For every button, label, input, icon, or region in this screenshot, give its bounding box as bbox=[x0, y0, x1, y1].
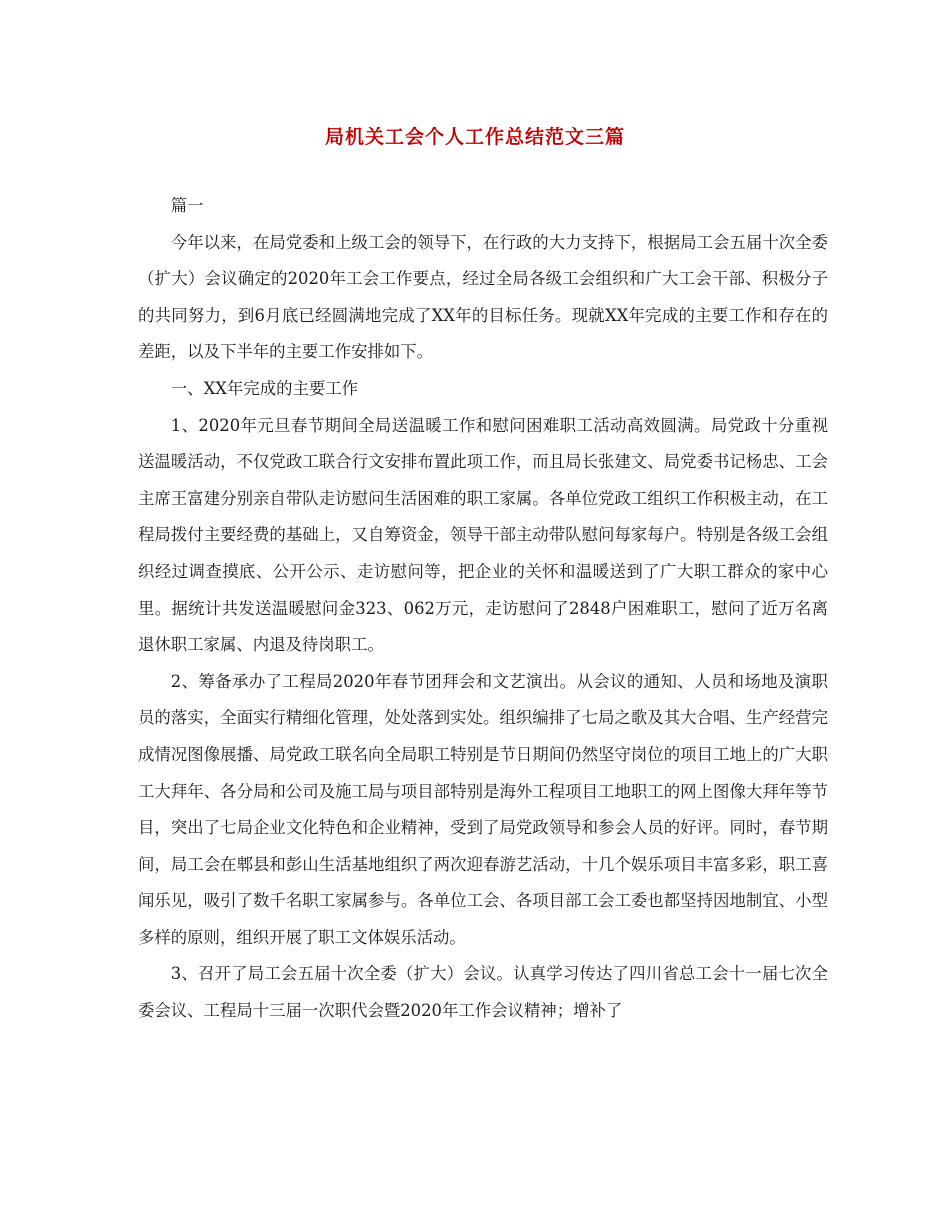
document-body bbox=[138, 188, 828, 1030]
paragraph: 今年以来，在局党委和上级工会的领导下，在行政的大力支持下，根据局工会五届十次全委（扩大）会议确定的2020年工会工作要点，经过全局各级工会组织和广大工会干部、积极分子的共同努力，到6月底已经圆满地完成了XX年的目标任务。现就XX年完成的主要工作和存在的差距，以及下半年的主要工作安排如下。 bbox=[138, 232, 828, 362]
paragraph: 1、2020年元旦春节期间全局送温暖工作和慰问困难职工活动高效圆满。局党政十分重视送温暖活动，不仅党政工联合行文安排布置此项工作，而且局长张建文、局党委书记杨忠、工会主席王富建分别亲自带队走访慰问生活困难的职工家属。各单位党政工组织工作积极主动，在工程局拨付主要经费的基础上，又自筹资金，领导干部主动带队慰问每家每户。特别是各级工会组织经过调查摸底、公开公示、走访慰问等，把企业的关怀和温暖送到了广大职工群众的家中心里。据统计共发送温暖慰问金323、062万元，走访慰问了2848户困难职工，慰问了近万名离退休职工家属、内退及待岗职工。 bbox=[138, 415, 828, 655]
paragraph: 2、筹备承办了工程局2020年春节团拜会和文艺演出。从会议的通知、人员和场地及演职员的落实，全面实行精细化管理，处处落到实处。组织编排了七局之歌及其大合唱、生产经营完成情况图像展播、局党政工联名向全局职工特别是节日期间仍然坚守岗位的项目工地上的广大职工大拜年、各分局和公司及施工局与项目部特别是海外工程项目工地职工的网上图像大拜年等节目，突出了七局企业文化特色和企业精神，受到了局党政领导和参会人员的好评。同时，春节期间，局工会在郫县和彭山生活基地组织了两次迎春游艺活动，十几个娱乐项目丰富多彩，职工喜闻乐见，吸引了数千名职工家属参与。各单位工会、各项目部工会工委也都坚持因地制宜、小型多样的原则，组织开展了职工文体娱乐活动。 bbox=[138, 671, 828, 947]
document-title: 局机关工会个人工作总结范文三篇 bbox=[324, 126, 625, 148]
subsection-heading: 一、XX年完成的主要工作 bbox=[170, 378, 359, 398]
paragraph: 3、召开了局工会五届十次全委（扩大）会议。认真学习传达了四川省总工会十一届七次全委会议、工程局十三届一次职代会暨2020年工作会议精神；增补了 bbox=[138, 964, 828, 1021]
section-heading: 篇一 bbox=[170, 196, 204, 215]
